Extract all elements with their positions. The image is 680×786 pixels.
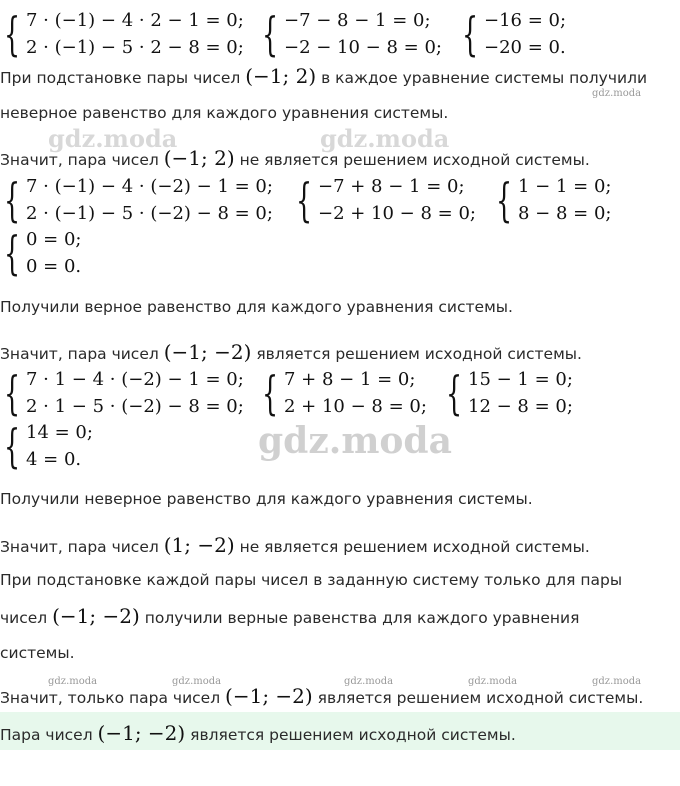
paragraph: неверное равенство для каждого уравнения системы. (0, 104, 449, 122)
paragraph: При подстановке пары чисел (−1; 2) в каждое уравнение системы получили (0, 64, 648, 88)
paragraph: Значит, пара чисел (−1; 2) не является решением исходной системы. (0, 146, 590, 170)
equation-system: { 15 − 1 = 0; 12 − 8 = 0; (446, 366, 573, 420)
equation-system: { 0 = 0; 0 = 0. (4, 226, 82, 280)
equation-system: { −7 + 8 − 1 = 0; −2 + 10 − 8 = 0; (296, 173, 476, 227)
watermark: gdz.moda (48, 124, 178, 153)
paragraph: Получили верное равенство для каждого уравнения системы. (0, 298, 513, 316)
equation-system: { 1 − 1 = 0; 8 − 8 = 0; (496, 173, 612, 227)
paragraph: системы. (0, 644, 75, 662)
equation-system: { 14 = 0; 4 = 0. (4, 419, 93, 473)
watermark: gdz.moda (344, 676, 394, 687)
paragraph: При подстановке каждой пары чисел в заданную систему только для пары (0, 571, 623, 589)
equation-system: { 7 · 1 − 4 · (−2) − 1 = 0; 2 · 1 − 5 · (−2) − 8 = 0; (4, 366, 244, 420)
watermark: gdz.moda (258, 420, 452, 462)
paragraph: чисел (−1; −2) получили верные равенства для каждого уравнения (0, 604, 580, 628)
watermark: gdz.moda (320, 124, 450, 153)
watermark: gdz.moda (592, 676, 642, 687)
equation-system: { −7 − 8 − 1 = 0; −2 − 10 − 8 = 0; (262, 7, 442, 61)
watermark: gdz.moda (172, 676, 222, 687)
equation-system: { 7 · (−1) − 4 · (−2) − 1 = 0; 2 · (−1) − 5 · (−2) − 8 = 0; (4, 173, 273, 227)
paragraph: Значит, пара чисел (1; −2) не является решением исходной системы. (0, 533, 590, 557)
watermark: gdz.moda (592, 88, 642, 99)
equation-system: { −16 = 0; −20 = 0. (462, 7, 567, 61)
paragraph: Значит, пара чисел (−1; −2) является решением исходной системы. (0, 340, 582, 364)
equation-system: { 7 · (−1) − 4 · 2 − 1 = 0; 2 · (−1) − 5 · 2 − 8 = 0; (4, 7, 244, 61)
watermark: gdz.moda (468, 676, 518, 687)
paragraph: Значит, только пара чисел (−1; −2) является решением исходной системы. (0, 684, 644, 708)
paragraph: Получили неверное равенство для каждого уравнения системы. (0, 490, 533, 508)
watermark: gdz.moda (48, 676, 98, 687)
equation-system: { 7 + 8 − 1 = 0; 2 + 10 − 8 = 0; (262, 366, 427, 420)
answer-text: Пара чисел (−1; −2) является решением исходной системы. (0, 721, 516, 745)
